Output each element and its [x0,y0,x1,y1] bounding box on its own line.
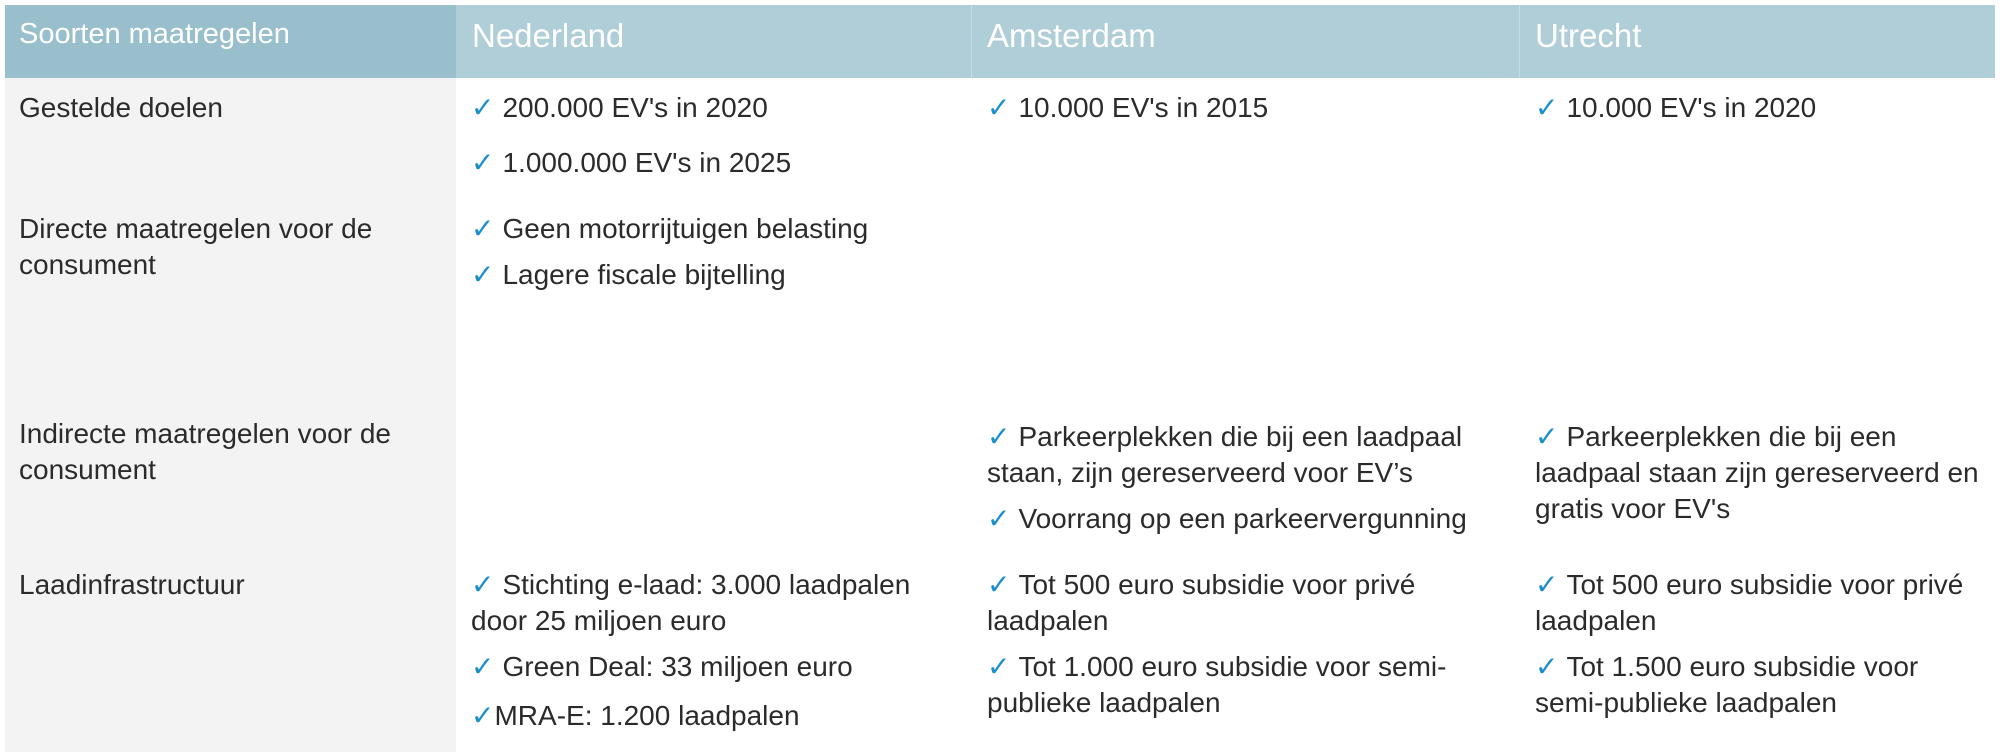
list-item: ✓ 1.000.000 EV's in 2025 [471,147,792,178]
list-item: ✓ 10.000 EV's in 2015 [987,92,1269,123]
header-divider [1519,5,1520,78]
label-column [5,78,456,752]
list-item: ✓ Lagere fiscale bijtelling [471,259,786,290]
list-item: ✓ Tot 500 euro subsidie voor privé laadpalen [987,569,1416,636]
header-nederland: Nederland [456,5,971,78]
list-item: ✓ Parkeerplekken die bij een laadpaal staan, zijn gereserveerd voor EV’s [987,421,1463,488]
row-label-charging-infrastructure: Laadinfrastructuur [19,569,245,600]
row-label-indirect-measures: Indirecte maatregelen voor de consument [19,418,391,485]
header-measure-types: Soorten maatregelen [5,5,456,78]
check-icon: ✓ [1535,421,1559,452]
list-item: ✓ 200.000 EV's in 2020 [471,92,768,123]
check-icon: ✓ [471,147,495,178]
header-divider [971,5,972,78]
list-item: ✓ Tot 1.500 euro subsidie voor semi-publieke laadpalen [1535,651,1919,718]
list-item: ✓ Geen motorrijtuigen belasting [471,213,869,244]
list-item: ✓ 10.000 EV's in 2020 [1535,92,1817,123]
list-item: ✓ Green Deal: 33 miljoen euro [471,651,853,682]
check-icon: ✓ [987,651,1011,682]
row-label-goals: Gestelde doelen [19,92,223,123]
header-utrecht: Utrecht [1519,5,1995,78]
check-icon: ✓ [987,92,1011,123]
check-icon: ✓ [471,700,495,731]
check-icon: ✓ [1535,92,1559,123]
check-icon: ✓ [471,92,495,123]
header-amsterdam: Amsterdam [971,5,1519,78]
check-icon: ✓ [471,259,495,290]
list-item: ✓ Voorrang op een parkeervergunning [987,503,1467,534]
check-icon: ✓ [1535,651,1559,682]
check-icon: ✓ [471,569,495,600]
check-icon: ✓ [987,421,1011,452]
check-icon: ✓ [987,503,1011,534]
list-item: ✓ Tot 500 euro subsidie voor privé laadpalen [1535,569,1964,636]
list-item: ✓ Stichting e-laad: 3.000 laadpalen door 25 miljoen euro [471,569,911,636]
check-icon: ✓ [1535,569,1559,600]
measures-table [5,5,1995,752]
check-icon: ✓ [471,213,495,244]
list-item: ✓MRA-E: 1.200 laadpalen [471,700,800,731]
row-label-direct-measures: Directe maatregelen voor de consument [19,213,373,280]
check-icon: ✓ [987,569,1011,600]
list-item: ✓ Tot 1.000 euro subsidie voor semi-publieke laadpalen [987,651,1447,718]
check-icon: ✓ [471,651,495,682]
list-item: ✓ Parkeerplekken die bij een laadpaal staan zijn gereserveerd en gratis voor EV's [1535,421,1979,524]
